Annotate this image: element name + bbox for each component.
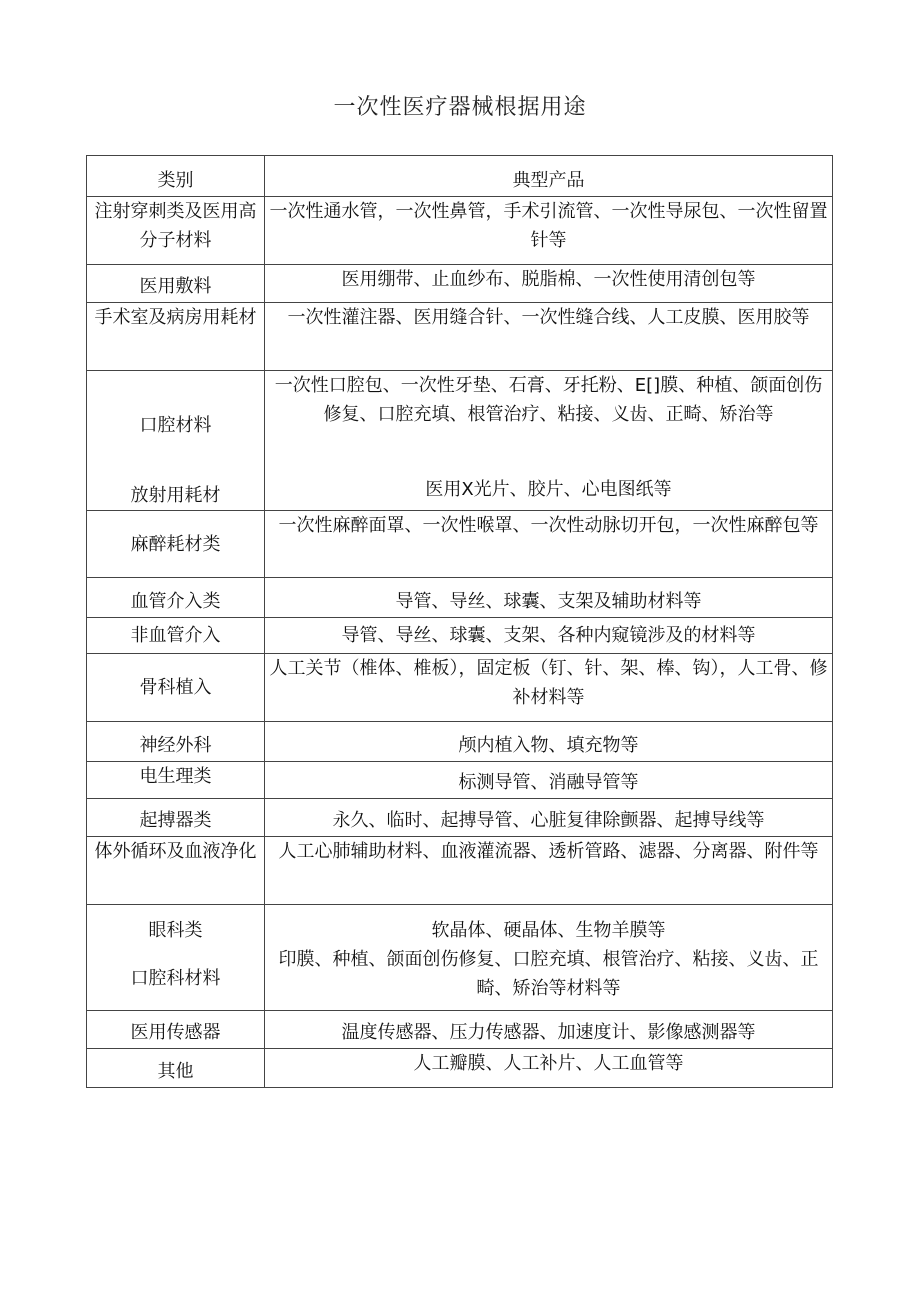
- category-label-secondary: 放射用耗材: [130, 485, 221, 506]
- products-cell: 一次性灌注器、医用缝合针、一次性缝合线、人工皮膜、医用胶等: [265, 303, 833, 371]
- category-cell: 起搏器类: [87, 799, 265, 837]
- table-row: [87, 837, 833, 905]
- category-cell: 骨科植入: [87, 654, 265, 722]
- category-cell: 医用传感器: [87, 1011, 265, 1049]
- table-header-row: [87, 156, 833, 197]
- products-cell: 一次性通水管，一次性鼻管，手术引流管、一次性导尿包、一次性留置针等: [265, 197, 833, 265]
- category-cell: [87, 371, 265, 511]
- products-cell: 一次性麻醉面罩、一次性喉罩、一次性动脉切开包，一次性麻醉包等: [265, 511, 833, 578]
- products-cell: 导管、导丝、球囊、支架及辅助材料等: [265, 578, 833, 618]
- category-cell: 神经外科: [87, 722, 265, 762]
- table-row: [87, 799, 833, 837]
- category-label-secondary: 口腔科材料: [130, 968, 221, 989]
- table-row: [87, 303, 833, 371]
- table-row: [87, 1049, 833, 1088]
- products-cell: 人工瓣膜、人工补片、人工血管等: [265, 1049, 833, 1088]
- header-category: 类别: [87, 156, 265, 197]
- products-cell: 人工心肺辅助材料、血液灌流器、透析管路、滤器、分离器、附件等: [265, 837, 833, 905]
- page-title: 一次性医疗器械根据用途: [333, 95, 587, 120]
- products-cell: 温度传感器、压力传感器、加速度计、影像感测器等: [265, 1011, 833, 1049]
- table-row: [87, 578, 833, 618]
- category-cell: 电生理类: [87, 762, 265, 799]
- table-row: [87, 618, 833, 654]
- products-cell: [265, 371, 833, 511]
- category-cell: 体外循环及血液净化: [87, 837, 265, 905]
- category-label: 口腔材料: [139, 415, 212, 436]
- table-row: [87, 197, 833, 265]
- table-row: [87, 1011, 833, 1049]
- products-cell: 医用绷带、止血纱布、脱脂棉、一次性使用清创包等: [265, 265, 833, 303]
- products-cell: 人工关节（椎体、椎板），固定板（钉、针、架、棒、钩），人工骨、修补材料等: [265, 654, 833, 722]
- category-cell: [87, 905, 265, 1011]
- products-text-secondary: 印膜、种植、颌面创伤修复、口腔充填、根管治疗、粘接、义齿、正畸、矫治等材料等: [278, 949, 819, 999]
- products-text: 一次性口腔包、一次性牙垫、石膏、牙托粉、E[]膜、种植、颌面创伤修复、口腔充填、根管治疗、粘接、义齿、正畸、矫治等: [274, 375, 823, 425]
- table-row: [87, 371, 833, 511]
- products-text: 软晶体、硬晶体、生物羊膜等: [431, 920, 666, 941]
- category-cell: 手术室及病房用耗材: [87, 303, 265, 371]
- products-cell: 颅内植入物、填充物等: [265, 722, 833, 762]
- category-label: 眼科类: [148, 920, 203, 941]
- products-cell: 标测导管、消融导管等: [265, 762, 833, 799]
- table-row: [87, 654, 833, 722]
- category-cell: 麻醉耗材类: [87, 511, 265, 578]
- category-cell: 血管介入类: [87, 578, 265, 618]
- products-cell: 永久、临时、起搏导管、心脏复律除颤器、起搏导线等: [265, 799, 833, 837]
- category-cell: 注射穿刺类及医用高分子材料: [87, 197, 265, 265]
- category-cell: 其他: [87, 1049, 265, 1088]
- products-text-secondary: 医用X光片、胶片、心电图纸等: [425, 479, 672, 500]
- products-cell: 导管、导丝、球囊、支架、各种内窥镜涉及的材料等: [265, 618, 833, 654]
- header-products: 典型产品: [265, 156, 833, 197]
- product-table: [86, 155, 833, 1088]
- table-row: [87, 722, 833, 762]
- category-cell: 非血管介入: [87, 618, 265, 654]
- products-cell: [265, 905, 833, 1011]
- category-cell: 医用敷料: [87, 265, 265, 303]
- table-row: [87, 762, 833, 799]
- table-row: [87, 265, 833, 303]
- table-row: [87, 511, 833, 578]
- table-row: [87, 905, 833, 1011]
